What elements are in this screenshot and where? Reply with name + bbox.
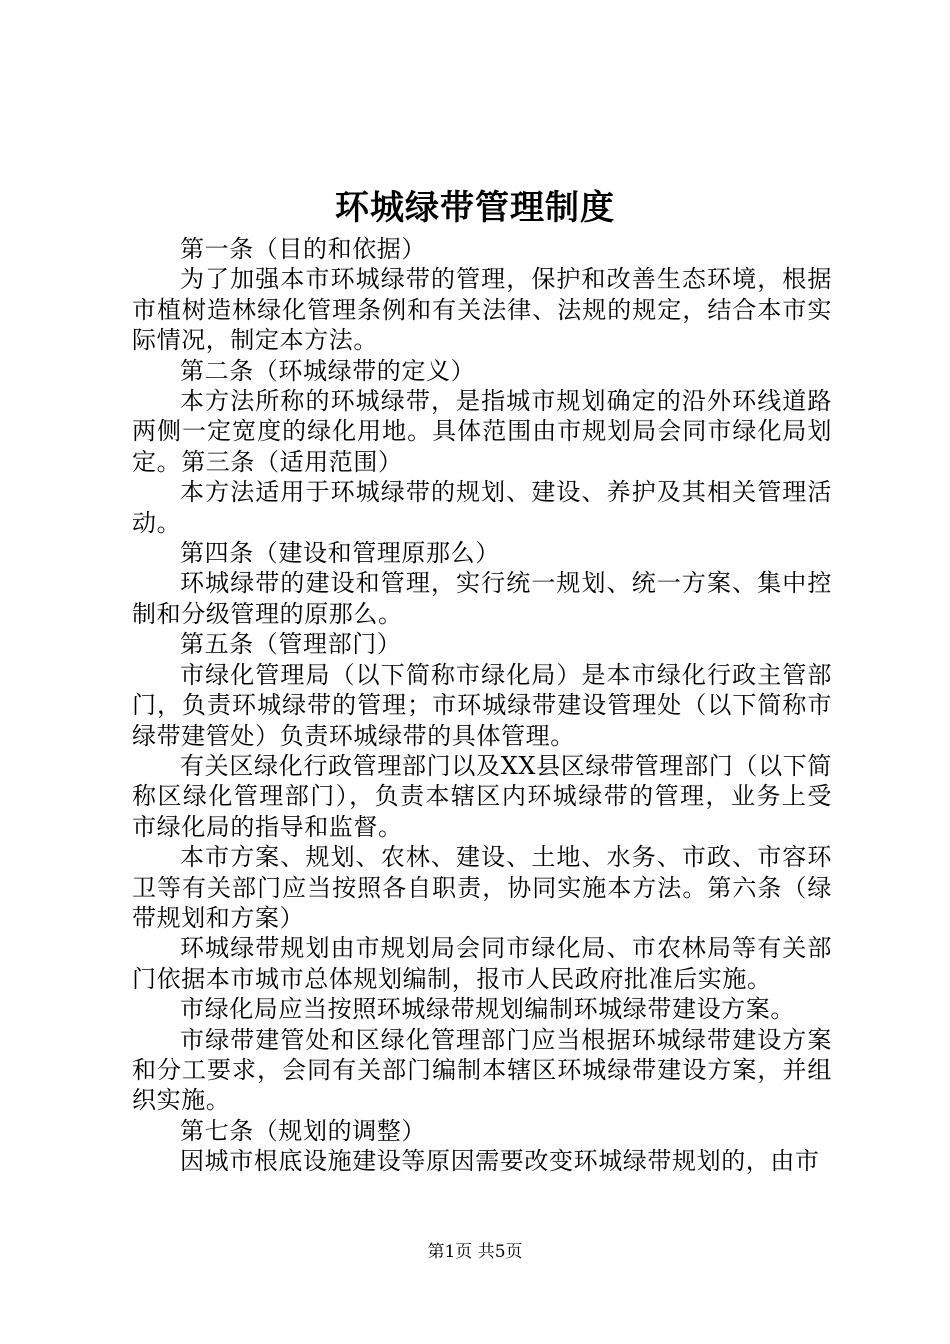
article-heading: 第一条（目的和依据）: [180, 235, 426, 263]
paragraph: 市绿化局应当按照环城绿带规划编制环城绿带建设方案。: [180, 995, 795, 1024]
paragraph: 本方法所称的环城绿带，是指城市规划确定的沿外环线道路两侧一定宽度的绿化用地。具体范围由市规划局会同市绿化局划定。第三条（适用范围）: [132, 387, 832, 476]
paragraph: 市绿带建管处和区绿化管理部门应当根据环城绿带建设方案和分工要求，会同有关部门编制本辖区环城绿带建设方案，并组织实施。: [132, 1025, 832, 1115]
document-body: [132, 234, 832, 1177]
article-heading: 第五条（管理部门）: [180, 630, 402, 659]
paragraph: 为了加强本市环城绿带的管理，保护和改善生态环境，根据市植树造林绿化管理条例和有关法律、法规的规定，结合本市实际情况，制定本方法。: [132, 265, 832, 355]
paragraph: 本市方案、规划、农林、建设、土地、水务、市政、市容环卫等有关部门应当按照各自职责，协同实施本方法。第六条（绿带规划和方案）: [132, 843, 832, 932]
page-number: 第1页 共5页: [427, 1242, 523, 1262]
paragraph: 本方法适用于环城绿带的规划、建设、养护及其相关管理活动。: [132, 478, 832, 537]
document-title: 环城绿带管理制度: [335, 188, 615, 228]
paragraph: 有关区绿化行政管理部门以及XX县区绿带管理部门（以下简称区绿化管理部门），负责本辖区内环城绿带的管理，业务上受市绿化局的指导和监督。: [132, 751, 832, 841]
article-heading: 第四条（建设和管理原那么）: [180, 539, 500, 568]
paragraph: 因城市根底设施建设等原因需要改变环城绿带规划的，由市: [180, 1147, 820, 1176]
paragraph: 环城绿带规划由市规划局会同市绿化局、市农林局等有关部门依据本市城市总体规划编制，报市人民政府批准后实施。: [132, 934, 832, 993]
paragraph: 环城绿带的建设和管理，实行统一规划、统一方案、集中控制和分级管理的原那么。: [132, 569, 832, 628]
paragraph: 市绿化管理局（以下简称市绿化局）是本市绿化行政主管部门，负责环城绿带的管理；市环城绿带建设管理处（以下简称市绿带建管处）负责环城绿带的具体管理。: [132, 660, 832, 750]
article-heading: 第二条（环城绿带的定义）: [180, 356, 476, 385]
article-heading: 第七条（规划的调整）: [180, 1116, 426, 1145]
